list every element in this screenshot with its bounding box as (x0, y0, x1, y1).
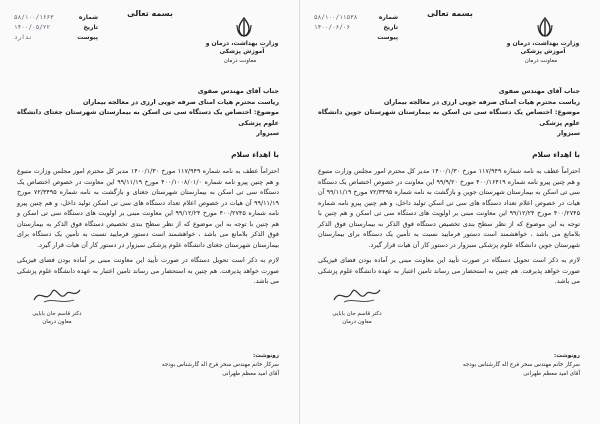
meta-attachment-row (14, 33, 98, 43)
body-paragraph: لازم به ذکر است تحویل دستگاه در صورت تأیید این معاونت مبنی بر آماده بودن فضای فیزیکی صورت خواهد پذیرفت. هم چنین به استحضار می رساند تامین اعتبار به عهده دانشگاه علوم پزشکی می باشد. (318, 256, 580, 285)
deputy-name: معاونت درمان (524, 58, 558, 64)
meta-attachment-label: پیوست (377, 34, 398, 41)
cc-block (320, 352, 580, 379)
meta-date-value: ۱۴۰۰/۰۶/۰۶ (314, 24, 351, 31)
letter-meta (314, 13, 398, 43)
letter-page-right (300, 0, 600, 424)
body-paragraph: احتراماً عطف به نامه شماره ۱۱۷/۹۴۹ مورخ ۱۴۰۰/۱/۳۰ مدیر کل محترم امور مجلس وزارت متبوع و هم چنین پیرو نامه شماره ۴۰۰/۱۰۰۸/۰۱/۰ مورخ ۹۹/۱۱/۱۹ این معاونت در خصوص اختصاص یک دستگاه سی تی اسکن به بیمارستان شهرستان جغتای و بازگشت به نامه شماره ۷۲/۳۴۹۵ مورخ ۹۹/۱۱/۱۹ آن هیات در خصوص اعلام تعداد دستگاه های سی تی اسکن تولید داخل، و هم چنین پیرو نامه شماره ۴۰۰/۲۷۴۵ مورخ ۹۹/۱۲/۲۴ این معاونت مبنی بر اولویت های دستگاه سی تی اسکن و هم چنین با توجه به این موضوع که از نظر سطح بندی تخصیص دستگاه فوق الذکر به بیمارستان فوق الذکر بلامانع می باشد ، خواهشمند است دستور فرمایید نسبت به تأمین یک دستگاه برای بیمارستان شهرستان جغتای دانشگاه علوم پزشکی سبزوار در دستور کار آن هیات قرار گیرد. (17, 167, 280, 249)
cc-title: رونوشت: (253, 353, 279, 359)
body-paragraph: لازم به ذکر است تحویل دستگاه در صورت تأیید این معاونت مبنی بر آماده بودن فضای فیزیکی صورت خواهد پذیرفت. هم چنین به استحضار می رساند تامین اعتبار به عهده دانشگاه علوم پزشکی می باشد. (17, 256, 279, 285)
signatory-title: معاون درمان (42, 319, 72, 325)
subject-line-cont: سبزوار (256, 129, 279, 137)
ministry-name: وزارت بهداشت، درمان و آموزش پزشکی (205, 40, 279, 55)
subject-line: موضوع: اختصاص یک دستگاه سی تی اسکن به بیمارستان شهرستان جغتای دانشگاه علوم پزشکی (17, 108, 279, 127)
ministry-name: وزارت بهداشت، درمان و آموزش پزشکی (506, 40, 580, 55)
meta-number-label: شماره (378, 14, 398, 21)
letter-body (17, 86, 279, 292)
deputy-name: معاونت درمان (223, 58, 257, 64)
meta-date-value: ۱۴۰۰/۰۵/۲۲ (14, 24, 51, 31)
recipient-block (17, 86, 279, 139)
signatory-name: دکتر قاسم جان بابایی (32, 311, 82, 317)
signatory-name: دکتر قاسم جان بابایی (332, 311, 382, 317)
meta-number-value: ۵۸/۱۰۰/۱۱۵۳۸ (314, 14, 358, 21)
meta-attachment-label: پیوست (77, 34, 98, 41)
cc-line: سرکار خانم مهندس سحر فرج اله گارشناس بودجه (462, 362, 580, 368)
meta-date-row (14, 23, 98, 33)
meta-number-value: ۵۸/۱۰۰/۱۶۶۳ (14, 14, 54, 21)
cc-line: آقای امید معظم طهرانی (222, 371, 279, 377)
letter-meta (14, 13, 98, 43)
handwritten-signature-icon (30, 282, 84, 308)
meta-date-row (314, 23, 398, 33)
meta-date-label: تاریخ (83, 24, 98, 31)
recipient-title: ریاست محترم هیات امنای صرفه جویی ارزی در معالجه بیماران (383, 97, 580, 106)
cc-block (19, 352, 279, 379)
subject-line: موضوع: اختصاص یک دستگاه سی تی اسکن به بیمارستان شهرستان جوین دانشگاه علوم پزشکی (318, 108, 580, 127)
recipient-block (318, 86, 580, 139)
meta-attachment-value: ندارد (14, 34, 33, 41)
meta-attachment-row (314, 33, 398, 43)
cc-line: آقای امید معظم طهرانی (523, 371, 580, 377)
letter-body (318, 86, 580, 292)
recipient-title: ریاست محترم هیات امنای صرفه جویی ارزی در معالجه بیماران (82, 97, 279, 106)
body-paragraph: احتراماً عطف به نامه شماره ۱۱۷/۹۴۹ مورخ ۱۴۰۰/۱/۳۰ مدیر کل محترم امور مجلس وزارت متبوع و هم چنین پیرو نامه شماره ۴۰۰/۱۶۴۱۹ مورخ ۹۹/۹/۲۰ این معاونت در خصوص اختصاص یک دستگاه سی تی اسکن به بیمارستان شهرستان جوین و بازگشت به نامه شماره ۷۲/۳۴۹۵ مورخ ۹۹/۱۱/۱۹ آن هیات در خصوص اعلام تعداد دستگاه های سی تی اسکن تولید داخل، و هم چنین پیرو نامه شماره ۴۰۰/۲۷۴۵ مورخ ۹۹/۱۲/۲۴ این معاونت مبنی بر اولویت های دستگاه سی تی اسکن و هم چنین با توجه به این موضوع که از نظر سطح بندی تخصیص دستگاه فوق الذکر به بیمارستان فوق الذکر بلامانع می باشد ، خواهشمند است دستور فرمایید نسبت به تأمین یک دستگاه برای بیمارستان شهرستان جوین دانشگاه علوم پزشکی سبزوار در دستور کار آن هیات قرار گیرد. (318, 167, 581, 249)
meta-number-row (314, 13, 398, 23)
subject-line-cont: سبزوار (557, 129, 580, 137)
signature-block (322, 282, 392, 326)
signatory-title: معاون درمان (342, 319, 372, 325)
recipient-name: جناب آقای مهندس صفوی (197, 87, 279, 95)
signature-block (22, 282, 92, 326)
meta-date-label: تاریخ (383, 24, 398, 31)
greeting: با اهداء سلام (532, 149, 580, 159)
iran-emblem-icon (233, 16, 255, 38)
cc-title: رونوشت: (554, 353, 580, 359)
meta-number-label: شماره (78, 14, 98, 21)
recipient-name: جناب آقای مهندس صفوی (498, 87, 580, 95)
meta-number-row (14, 13, 98, 23)
iran-emblem-icon (534, 16, 556, 38)
bismillah-heading: بسمه تعالی (127, 9, 173, 18)
greeting: با اهداء سلام (231, 149, 279, 159)
cc-line: سرکار خانم مهندس سحر فرج اله گارشناس بودجه (161, 362, 279, 368)
bismillah-heading: بسمه تعالی (427, 9, 473, 18)
handwritten-signature-icon (330, 282, 384, 308)
